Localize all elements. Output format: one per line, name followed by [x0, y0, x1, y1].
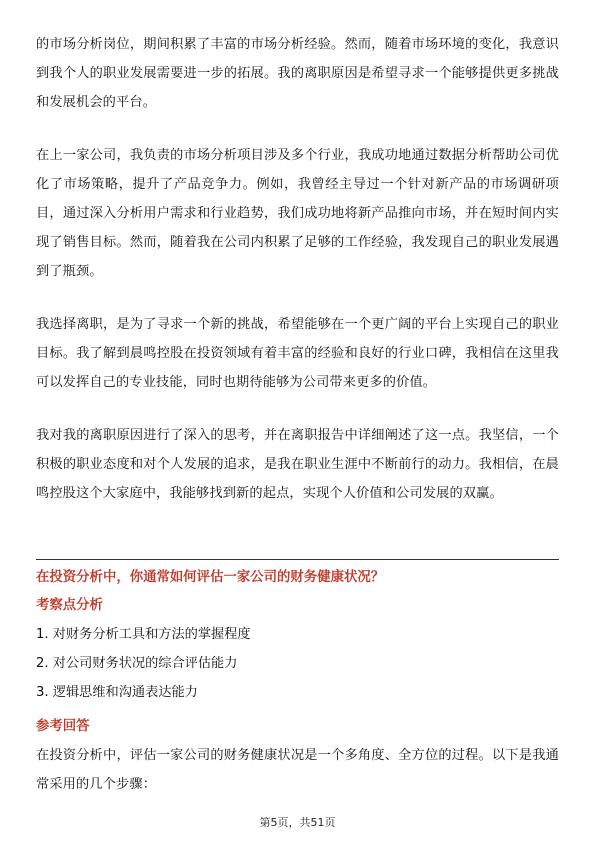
list-item: 2. 对公司财务状况的综合评估能力 — [36, 656, 238, 671]
section-divider — [36, 559, 559, 560]
answer-text: 在投资分析中，评估一家公司的财务健康状况是一个多角度、全方位的过程。以下是我通常采用的几个步骤： — [36, 748, 559, 792]
list-item: 1. 对财务分析工具和方法的掌握程度 — [36, 627, 251, 642]
question-heading: 在投资分析中，你通常如何评估一家公司的财务健康状况？ — [36, 570, 385, 585]
body-text — [36, 30, 559, 508]
paragraph: 的市场分析岗位，期间积累了丰富的市场分析经验。然而，随着市场环境的变化，我意识到我个人的职业发展需要进一步的拓展。我的离职原因是希望寻求一个能够提供更多挑战和发展机会的平台。 — [36, 37, 559, 110]
paragraph: 我选择离职，是为了寻求一个新的挑战，希望能够在一个更广阔的平台上实现自己的职业目标。我了解到晨鸣控股在投资领域有着丰富的经验和良好的行业口碑，我相信在这里我可以发挥自己的专业技能，同时也期待能够为公司带来更多的价值。 — [36, 317, 559, 390]
analysis-title: 考察点分析 — [36, 598, 103, 613]
answer-title: 参考回答 — [36, 719, 90, 734]
qa-section — [36, 564, 559, 799]
paragraph: 在上一家公司，我负责的市场分析项目涉及多个行业，我成功地通过数据分析帮助公司优化了市场策略，提升了产品竞争力。例如，我曾经主导过一个针对新产品的市场调研项目，通过深入分析用户需求和行业趋势，我们成功地将新产品推向市场，并在短时间内实现了销售目标。然而，随着我在公司内积累了足够的工作经验，我发现自己的职业发展遇到了瓶颈。 — [36, 148, 559, 279]
page-number: 第5页，共51页 — [259, 816, 336, 829]
list-item: 3. 逻辑思维和沟通表达能力 — [36, 685, 198, 700]
paragraph: 我对我的离职原因进行了深入的思考，并在离职报告中详细阐述了这一点。我坚信，一个积极的职业态度和对个人发展的追求，是我在职业生涯中不断前行的动力。我相信，在晨鸣控股这个大家庭中，我能够找到新的起点，实现个人价值和公司发展的双赢。 — [36, 428, 559, 501]
analysis-list — [36, 620, 559, 707]
